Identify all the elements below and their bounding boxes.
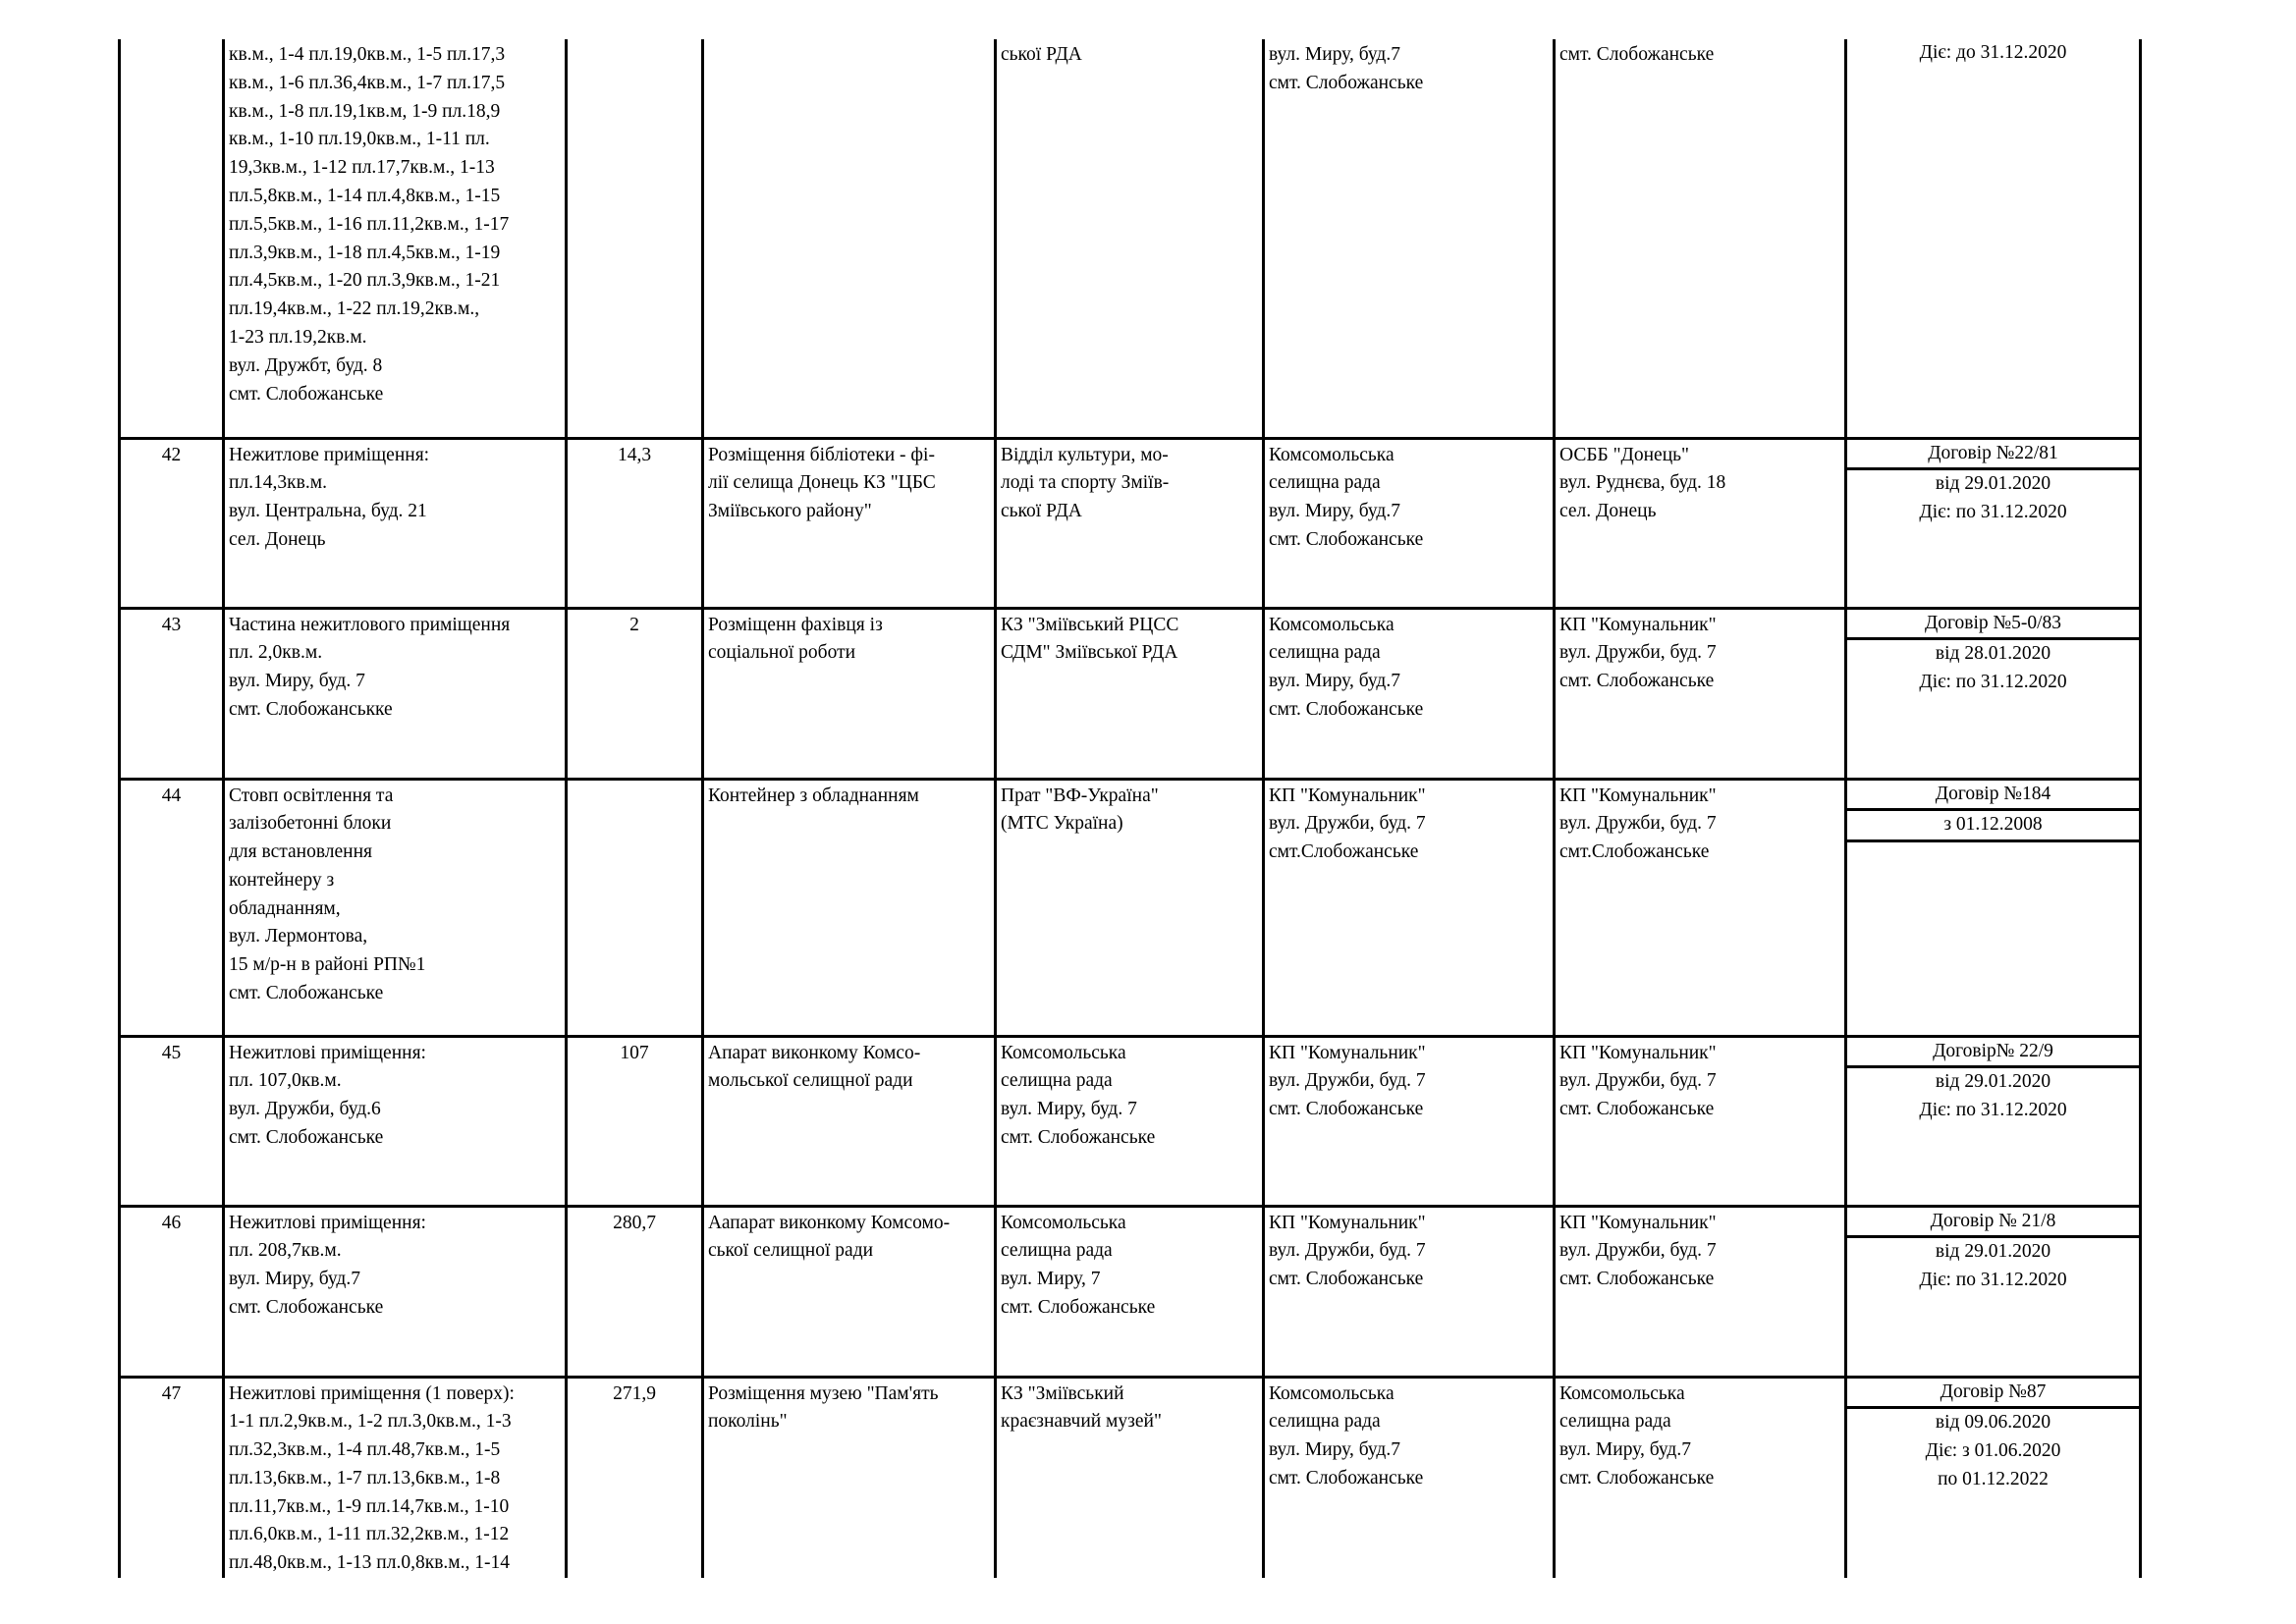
contract-line: від 29.01.2020: [1935, 473, 2051, 495]
object-line: смт. Слобожанське: [229, 383, 384, 405]
object-cell: [224, 1206, 567, 1377]
object-line: пл.32,3кв.м., 1-4 пл.48,7кв.м., 1-5: [229, 1439, 501, 1461]
owner-line: смт. Слобожанське: [1269, 698, 1424, 720]
purpose-cell: [703, 779, 996, 1036]
balance-holder-cell: [1555, 438, 1846, 608]
contract-line: від 29.01.2020: [1935, 1071, 2051, 1093]
contract-line: від 09.06.2020: [1935, 1412, 2051, 1434]
contract-cell: [1846, 39, 2141, 438]
contract-line: Договір №87: [1847, 1379, 2139, 1410]
contract-line: Договір №5-0/83: [1847, 610, 2139, 641]
contract-line: Договір № 21/8: [1847, 1208, 2139, 1239]
object-line: пл. 2,0кв.м.: [229, 642, 323, 664]
purpose-line: поколінь": [708, 1411, 788, 1433]
registry-sheet: [118, 39, 2139, 1578]
purpose-line: Апарат виконкому Комсо-: [708, 1042, 921, 1063]
balance-holder-cell: [1555, 1036, 1846, 1206]
property-table: [118, 39, 2142, 1578]
owner-cell: [1264, 39, 1555, 438]
user-line: КЗ "Зміївський: [1001, 1382, 1124, 1404]
object-line: 1-1 пл.2,9кв.м., 1-2 пл.3,0кв.м., 1-3: [229, 1411, 512, 1433]
object-line: 1-23 пл.19,2кв.м.: [229, 326, 367, 348]
owner-cell: [1264, 1036, 1555, 1206]
object-line: Стовп освітлення та: [229, 785, 394, 806]
object-line: Нежитлові приміщення (1 поверх):: [229, 1382, 515, 1404]
balance-line: смт. Слобожанське: [1559, 44, 1715, 65]
area-cell: [567, 608, 703, 779]
purpose-cell: [703, 1036, 996, 1206]
table-row: [120, 438, 2141, 608]
contract-line: Договір №22/81: [1847, 440, 2139, 471]
object-cell: [224, 1036, 567, 1206]
balance-line: КП "Комунальник": [1559, 614, 1717, 635]
contract-line: Діє: по 31.12.2020: [1919, 1100, 2067, 1121]
object-line: обладнанням,: [229, 897, 341, 919]
object-line: пл.14,3кв.м.: [229, 472, 327, 494]
purpose-line: мольської селищної ради: [708, 1070, 913, 1092]
owner-cell: [1264, 1206, 1555, 1377]
owner-line: смт. Слобожанське: [1269, 1099, 1424, 1120]
balance-holder-cell: [1555, 779, 1846, 1036]
object-line: смт. Слобожанське: [229, 1296, 384, 1318]
purpose-line: ської селищної ради: [708, 1240, 874, 1262]
area-value: 271,9: [613, 1382, 656, 1404]
object-line: Нежитлове приміщення:: [229, 444, 430, 465]
owner-line: селищна рада: [1269, 642, 1381, 664]
owner-line: КП "Комунальник": [1269, 785, 1426, 806]
purpose-cell: [703, 438, 996, 608]
owner-line: вул. Миру, буд.7: [1269, 1439, 1400, 1461]
owner-cell: [1264, 1377, 1555, 1578]
contract-line: Діє: по 31.12.2020: [1919, 1270, 2067, 1291]
object-line: вул. Дружби, буд.6: [229, 1099, 381, 1120]
user-line: КЗ "Зміївський РЦСС: [1001, 614, 1179, 635]
owner-line: Комсомольська: [1269, 444, 1394, 465]
contract-line: Діє: з 01.06.2020: [1925, 1440, 2061, 1462]
balance-line: КП "Комунальник": [1559, 1212, 1717, 1233]
area-cell: [567, 39, 703, 438]
contract-line: по 01.12.2022: [1938, 1468, 2049, 1489]
balance-line: КП "Комунальник": [1559, 1042, 1717, 1063]
purpose-line: Зміївського району": [708, 501, 872, 522]
row-number: 43: [161, 614, 182, 635]
user-cell: [996, 608, 1264, 779]
object-line: кв.м., 1-6 пл.36,4кв.м., 1-7 пл.17,5: [229, 72, 506, 93]
balance-holder-cell: [1555, 1377, 1846, 1578]
user-line: смт. Слобожанське: [1001, 1296, 1156, 1318]
owner-cell: [1264, 779, 1555, 1036]
object-cell: [224, 779, 567, 1036]
purpose-line: лії селища Донець КЗ "ЦБС: [708, 472, 936, 494]
contract-cell: [1846, 1036, 2141, 1206]
object-line: пл.3,9кв.м., 1-18 пл.4,5кв.м., 1-19: [229, 242, 501, 263]
balance-holder-cell: [1555, 39, 1846, 438]
contract-cell: [1846, 438, 2141, 608]
owner-line: вул. Миру, буд.7: [1269, 44, 1400, 65]
user-line: лоді та спорту Зміїв-: [1001, 472, 1170, 494]
balance-line: селищна рада: [1559, 1411, 1671, 1433]
object-line: для встановлення: [229, 841, 373, 863]
object-line: кв.м., 1-4 пл.19,0кв.м., 1-5 пл.17,3: [229, 44, 506, 65]
object-line: смт. Слобожанське: [229, 983, 384, 1004]
user-line: вул. Миру, 7: [1001, 1269, 1101, 1290]
balance-line: смт.Слобожанське: [1559, 841, 1710, 863]
owner-line: селищна рада: [1269, 472, 1381, 494]
contract-line: Діє: до 31.12.2020: [1919, 42, 2067, 63]
purpose-cell: [703, 608, 996, 779]
balance-line: вул. Миру, буд.7: [1559, 1439, 1691, 1461]
contract-cell: [1846, 1206, 2141, 1377]
user-line: смт. Слобожанське: [1001, 1126, 1156, 1148]
object-cell: [224, 1377, 567, 1578]
balance-line: ОСББ "Донець": [1559, 444, 1689, 465]
object-line: пл.48,0кв.м., 1-13 пл.0,8кв.м., 1-14: [229, 1552, 510, 1574]
owner-line: селищна рада: [1269, 1411, 1381, 1433]
table-row: [120, 608, 2141, 779]
object-line: сел. Донець: [229, 528, 326, 550]
contract-line: Діє: по 31.12.2020: [1919, 502, 2067, 523]
owner-line: Комсомольська: [1269, 1382, 1394, 1404]
user-cell: [996, 1036, 1264, 1206]
balance-line: вул. Дружби, буд. 7: [1559, 1240, 1717, 1262]
area-value: 280,7: [613, 1212, 656, 1233]
object-line: вул. Центральна, буд. 21: [229, 501, 427, 522]
contract-line: Діє: по 31.12.2020: [1919, 672, 2067, 693]
purpose-cell: [703, 1377, 996, 1578]
balance-line: сел. Донець: [1559, 501, 1657, 522]
object-line: 19,3кв.м., 1-12 пл.17,7кв.м., 1-13: [229, 157, 495, 179]
owner-line: вул. Миру, буд.7: [1269, 671, 1400, 692]
object-line: кв.м., 1-8 пл.19,1кв.м, 1-9 пл.18,9: [229, 100, 501, 122]
table-row: [120, 1036, 2141, 1206]
user-cell: [996, 1206, 1264, 1377]
user-line: краєзнавчий музей": [1001, 1411, 1162, 1433]
object-line: пл. 208,7кв.м.: [229, 1240, 342, 1262]
table-row: [120, 39, 2141, 438]
balance-line: Комсомольська: [1559, 1382, 1685, 1404]
balance-line: КП "Комунальник": [1559, 785, 1717, 806]
object-cell: [224, 608, 567, 779]
balance-line: вул. Руднєва, буд. 18: [1559, 472, 1726, 494]
row-number-cell: [120, 1206, 224, 1377]
owner-line: вул. Дружби, буд. 7: [1269, 1070, 1426, 1092]
object-line: кв.м., 1-10 пл.19,0кв.м., 1-11 пл.: [229, 129, 490, 150]
area-cell: [567, 1206, 703, 1377]
object-line: вул. Дружбт, буд. 8: [229, 354, 383, 376]
object-line: Нежитлові приміщення:: [229, 1042, 426, 1063]
user-line: ської РДА: [1001, 44, 1082, 65]
object-line: залізобетонні блоки: [229, 813, 392, 835]
object-line: вул. Лермонтова,: [229, 926, 368, 947]
user-line: ської РДА: [1001, 501, 1082, 522]
purpose-line: Контейнер з обладнанням: [708, 785, 919, 806]
object-line: Нежитлові приміщення:: [229, 1212, 426, 1233]
object-line: смт. Слобожанське: [229, 1126, 384, 1148]
area-value: 14,3: [617, 444, 652, 465]
area-cell: [567, 1377, 703, 1578]
owner-line: смт. Слобожанське: [1269, 528, 1424, 550]
user-cell: [996, 779, 1264, 1036]
owner-cell: [1264, 608, 1555, 779]
owner-line: КП "Комунальник": [1269, 1042, 1426, 1063]
row-number-cell: [120, 438, 224, 608]
balance-holder-cell: [1555, 608, 1846, 779]
user-cell: [996, 39, 1264, 438]
purpose-cell: [703, 39, 996, 438]
row-number: 45: [161, 1042, 182, 1063]
purpose-line: Розміщення бібліотеки - фі-: [708, 444, 935, 465]
user-line: селищна рада: [1001, 1240, 1113, 1262]
contract-cell: [1846, 779, 2141, 1036]
purpose-line: соціальної роботи: [708, 642, 856, 664]
owner-line: КП "Комунальник": [1269, 1212, 1426, 1233]
object-cell: [224, 39, 567, 438]
contract-cell: [1846, 1377, 2141, 1578]
contract-line: від 28.01.2020: [1935, 643, 2051, 665]
area-cell: [567, 438, 703, 608]
row-number: 42: [161, 444, 182, 465]
object-line: контейнеру з: [229, 869, 335, 891]
object-line: пл. 107,0кв.м.: [229, 1070, 342, 1092]
balance-line: смт. Слобожанське: [1559, 671, 1715, 692]
area-value: 2: [629, 614, 639, 635]
user-line: селищна рада: [1001, 1070, 1113, 1092]
user-cell: [996, 438, 1264, 608]
row-number-cell: [120, 1377, 224, 1578]
object-cell: [224, 438, 567, 608]
owner-line: смт. Слобожанське: [1269, 1269, 1424, 1290]
owner-line: смт. Слобожанське: [1269, 1467, 1424, 1489]
owner-line: вул. Дружби, буд. 7: [1269, 813, 1426, 835]
owner-line: вул. Миру, буд.7: [1269, 501, 1400, 522]
purpose-cell: [703, 1206, 996, 1377]
user-cell: [996, 1377, 1264, 1578]
contract-line: Договір №184: [1847, 781, 2139, 812]
user-line: Прат "ВФ-Україна": [1001, 785, 1159, 806]
row-number: 46: [161, 1212, 182, 1233]
object-line: пл.19,4кв.м., 1-22 пл.19,2кв.м.,: [229, 298, 480, 320]
balance-line: смт. Слобожанське: [1559, 1467, 1715, 1489]
object-line: пл.4,5кв.м., 1-20 пл.3,9кв.м., 1-21: [229, 270, 501, 292]
user-line: Комсомольська: [1001, 1212, 1126, 1233]
balance-line: смт. Слобожанське: [1559, 1099, 1715, 1120]
table-row: [120, 1206, 2141, 1377]
object-line: пл.5,8кв.м., 1-14 пл.4,8кв.м., 1-15: [229, 185, 501, 206]
owner-cell: [1264, 438, 1555, 608]
owner-line: смт.Слобожанське: [1269, 841, 1419, 863]
user-line: вул. Миру, буд. 7: [1001, 1099, 1137, 1120]
row-number-cell: [120, 608, 224, 779]
object-line: 15 м/р-н в районі РП№1: [229, 954, 426, 976]
user-line: Комсомольська: [1001, 1042, 1126, 1063]
owner-line: вул. Дружби, буд. 7: [1269, 1240, 1426, 1262]
area-cell: [567, 779, 703, 1036]
user-line: Відділ культури, мо-: [1001, 444, 1169, 465]
balance-line: вул. Дружби, буд. 7: [1559, 642, 1717, 664]
user-line: (МТС Україна): [1001, 813, 1123, 835]
balance-line: вул. Дружби, буд. 7: [1559, 813, 1717, 835]
purpose-line: Розміщення музею "Пам'ять: [708, 1382, 939, 1404]
balance-holder-cell: [1555, 1206, 1846, 1377]
table-row: [120, 779, 2141, 1036]
object-line: Частина нежитлового приміщення: [229, 614, 511, 635]
owner-line: смт. Слобожанське: [1269, 72, 1424, 93]
contract-cell: [1846, 608, 2141, 779]
table-row: [120, 1377, 2141, 1578]
object-line: вул. Миру, буд. 7: [229, 671, 365, 692]
object-line: пл.13,6кв.м., 1-7 пл.13,6кв.м., 1-8: [229, 1467, 501, 1489]
contract-line: від 29.01.2020: [1935, 1241, 2051, 1263]
contract-line: Договір№ 22/9: [1847, 1038, 2139, 1069]
row-number: 44: [161, 785, 182, 806]
purpose-line: Аапарат виконкому Комсомо-: [708, 1212, 951, 1233]
object-line: смт. Слобожанськке: [229, 698, 393, 720]
row-number-cell: [120, 39, 224, 438]
object-line: пл.5,5кв.м., 1-16 пл.11,2кв.м., 1-17: [229, 213, 510, 235]
object-line: вул. Миру, буд.7: [229, 1269, 360, 1290]
row-number-cell: [120, 1036, 224, 1206]
balance-line: смт. Слобожанське: [1559, 1269, 1715, 1290]
balance-line: вул. Дружби, буд. 7: [1559, 1070, 1717, 1092]
user-line: СДМ" Зміївської РДА: [1001, 642, 1178, 664]
area-cell: [567, 1036, 703, 1206]
contract-line: з 01.12.2008: [1847, 811, 2139, 842]
object-line: пл.6,0кв.м., 1-11 пл.32,2кв.м., 1-12: [229, 1524, 510, 1545]
owner-line: Комсомольська: [1269, 614, 1394, 635]
row-number-cell: [120, 779, 224, 1036]
area-value: 107: [620, 1042, 649, 1063]
row-number: 47: [161, 1382, 182, 1404]
object-line: пл.11,7кв.м., 1-9 пл.14,7кв.м., 1-10: [229, 1495, 510, 1517]
purpose-line: Розміщенн фахівця із: [708, 614, 883, 635]
